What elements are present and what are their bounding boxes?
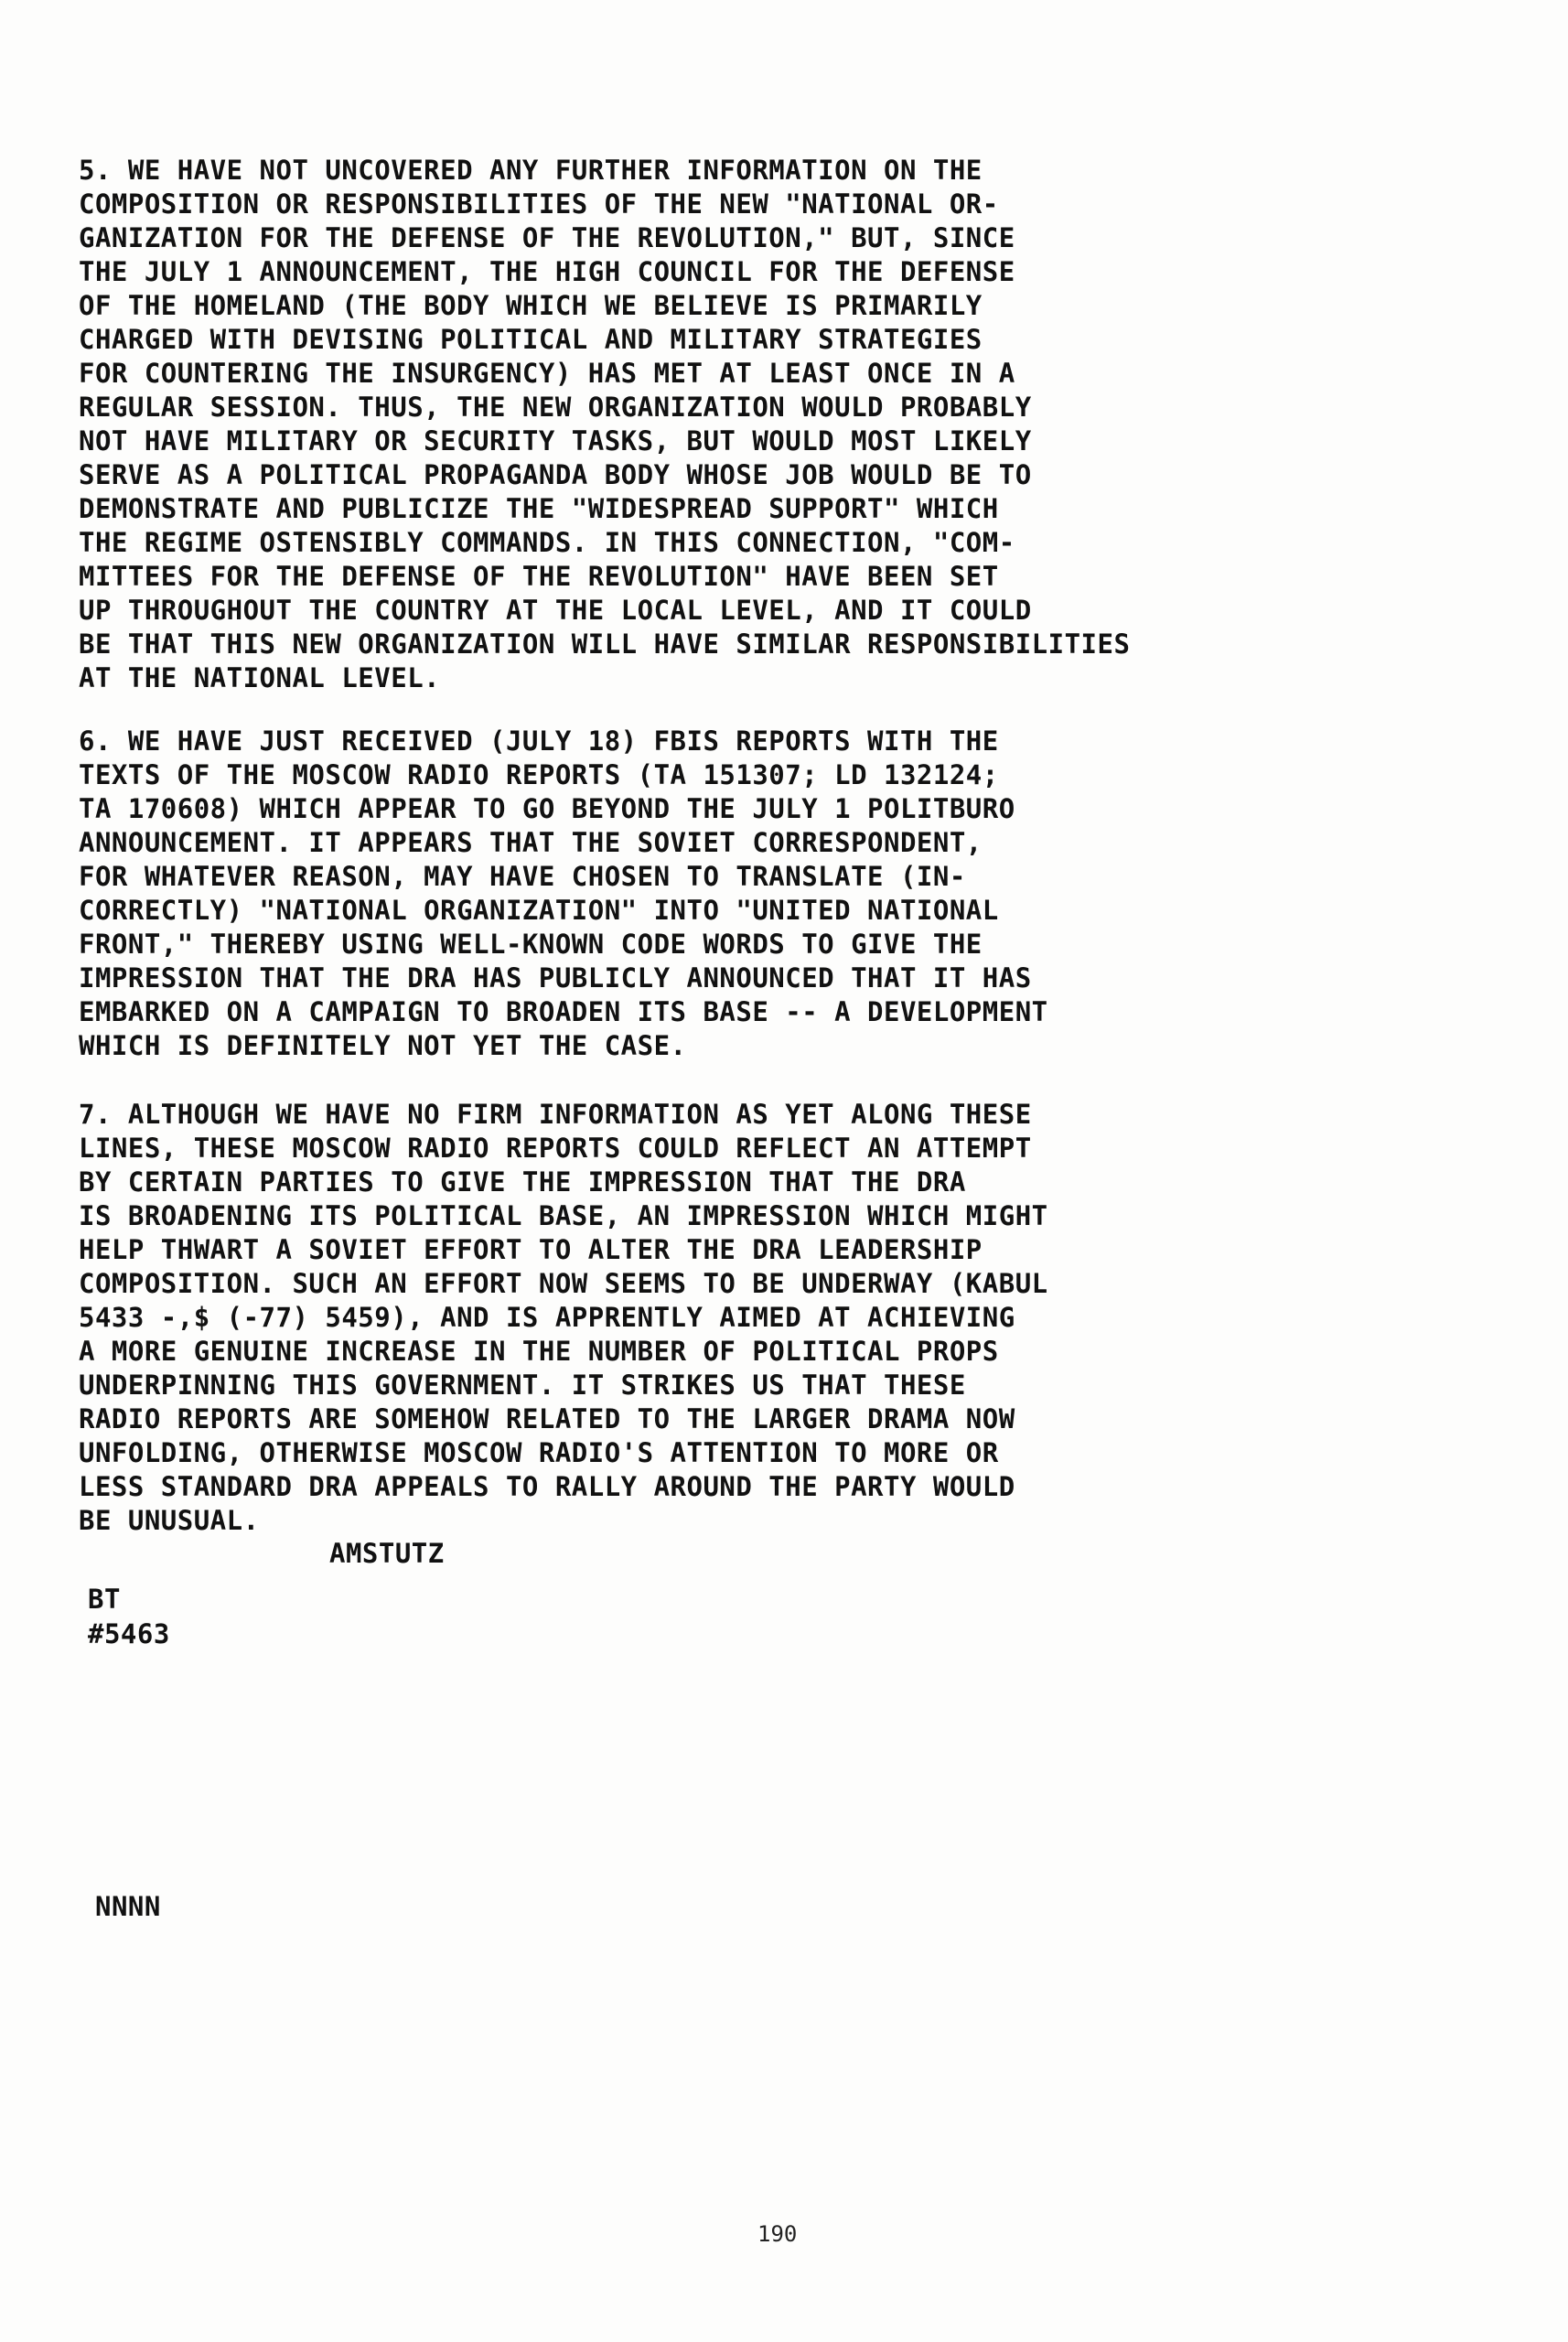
text-line: FRONT," THEREBY USING WELL-KNOWN CODE WORDS TO GIVE THE xyxy=(79,929,983,960)
text-line: ANNOUNCEMENT. IT APPEARS THAT THE SOVIET CORRESPONDENT, xyxy=(79,827,983,858)
break-marker: BT xyxy=(88,1584,121,1615)
text-line: EMBARKED ON A CAMPAIGN TO BROADEN ITS BASE -- A DEVELOPMENT xyxy=(79,996,1048,1027)
end-of-message-marker: NNNN xyxy=(95,1891,161,1922)
text-line: IS BROADENING ITS POLITICAL BASE, AN IMPRESSION WHICH MIGHT xyxy=(79,1200,1048,1231)
text-line: COMPOSITION. SUCH AN EFFORT NOW SEEMS TO BE UNDERWAY (KABUL xyxy=(79,1268,1048,1299)
text-line: CHARGED WITH DEVISING POLITICAL AND MILITARY STRATEGIES xyxy=(79,324,983,355)
text-line: UNFOLDING, OTHERWISE MOSCOW RADIO'S ATTENTION TO MORE OR xyxy=(79,1437,999,1468)
page-number: 190 xyxy=(757,2221,798,2247)
text-line: THE JULY 1 ANNOUNCEMENT, THE HIGH COUNCIL FOR THE DEFENSE xyxy=(79,256,1015,287)
signature: AMSTUTZ xyxy=(329,1538,445,1569)
text-line: IMPRESSION THAT THE DRA HAS PUBLICLY ANNOUNCED THAT IT HAS xyxy=(79,962,1032,994)
text-line: BE THAT THIS NEW ORGANIZATION WILL HAVE SIMILAR RESPONSIBILITIES xyxy=(79,628,1131,660)
text-line: TEXTS OF THE MOSCOW RADIO REPORTS (TA 151307; LD 132124; xyxy=(79,759,999,790)
text-line: 7. ALTHOUGH WE HAVE NO FIRM INFORMATION AS YET ALONG THESE xyxy=(79,1099,1032,1130)
text-line: 5433 -,$ (-77) 5459), AND IS APPRENTLY AIMED AT ACHIEVING xyxy=(79,1302,1015,1333)
text-line: FOR COUNTERING THE INSURGENCY) HAS MET AT LEAST ONCE IN A xyxy=(79,358,1015,389)
text-line: OF THE HOMELAND (THE BODY WHICH WE BELIEVE IS PRIMARILY xyxy=(79,290,983,321)
paragraph-7 xyxy=(79,1098,1048,1538)
text-line: 6. WE HAVE JUST RECEIVED (JULY 18) FBIS REPORTS WITH THE xyxy=(79,725,999,757)
text-line: UNDERPINNING THIS GOVERNMENT. IT STRIKES US THAT THESE xyxy=(79,1370,966,1401)
text-line: A MORE GENUINE INCREASE IN THE NUMBER OF POLITICAL PROPS xyxy=(79,1336,999,1367)
message-number: #5463 xyxy=(88,1618,170,1649)
text-line: MITTEES FOR THE DEFENSE OF THE REVOLUTION" HAVE BEEN SET xyxy=(79,561,999,592)
text-line: DEMONSTRATE AND PUBLICIZE THE "WIDESPREAD SUPPORT" WHICH xyxy=(79,493,999,524)
text-line: REGULAR SESSION. THUS, THE NEW ORGANIZATION WOULD PROBABLY xyxy=(79,392,1032,423)
text-line: SERVE AS A POLITICAL PROPAGANDA BODY WHOSE JOB WOULD BE TO xyxy=(79,459,1032,490)
text-line: NOT HAVE MILITARY OR SECURITY TASKS, BUT WOULD MOST LIKELY xyxy=(79,425,1032,457)
text-line: BE UNUSUAL. xyxy=(79,1505,260,1536)
paragraph-5 xyxy=(79,154,1130,695)
text-line: HELP THWART A SOVIET EFFORT TO ALTER THE DRA LEADERSHIP xyxy=(79,1234,983,1265)
text-line: LINES, THESE MOSCOW RADIO REPORTS COULD REFLECT AN ATTEMPT xyxy=(79,1133,1032,1164)
text-line: LESS STANDARD DRA APPEALS TO RALLY AROUND THE PARTY WOULD xyxy=(79,1471,1015,1502)
text-line: 5. WE HAVE NOT UNCOVERED ANY FURTHER INFORMATION ON THE xyxy=(79,155,983,186)
text-line: COMPOSITION OR RESPONSIBILITIES OF THE NEW "NATIONAL OR- xyxy=(79,188,999,220)
text-line: THE REGIME OSTENSIBLY COMMANDS. IN THIS CONNECTION, "COM- xyxy=(79,527,1015,558)
text-line: FOR WHATEVER REASON, MAY HAVE CHOSEN TO TRANSLATE (IN- xyxy=(79,861,966,892)
text-line: TA 170608) WHICH APPEAR TO GO BEYOND THE JULY 1 POLITBURO xyxy=(79,793,1015,824)
text-line: UP THROUGHOUT THE COUNTRY AT THE LOCAL LEVEL, AND IT COULD xyxy=(79,595,1032,626)
paragraph-6 xyxy=(79,725,1048,1063)
text-line: RADIO REPORTS ARE SOMEHOW RELATED TO THE LARGER DRAMA NOW xyxy=(79,1403,1015,1434)
text-line: BY CERTAIN PARTIES TO GIVE THE IMPRESSION THAT THE DRA xyxy=(79,1166,966,1198)
text-line: WHICH IS DEFINITELY NOT YET THE CASE. xyxy=(79,1030,687,1061)
text-line: GANIZATION FOR THE DEFENSE OF THE REVOLUTION," BUT, SINCE xyxy=(79,222,1015,253)
text-line: CORRECTLY) "NATIONAL ORGANIZATION" INTO "UNITED NATIONAL xyxy=(79,895,999,926)
text-line: AT THE NATIONAL LEVEL. xyxy=(79,662,441,693)
